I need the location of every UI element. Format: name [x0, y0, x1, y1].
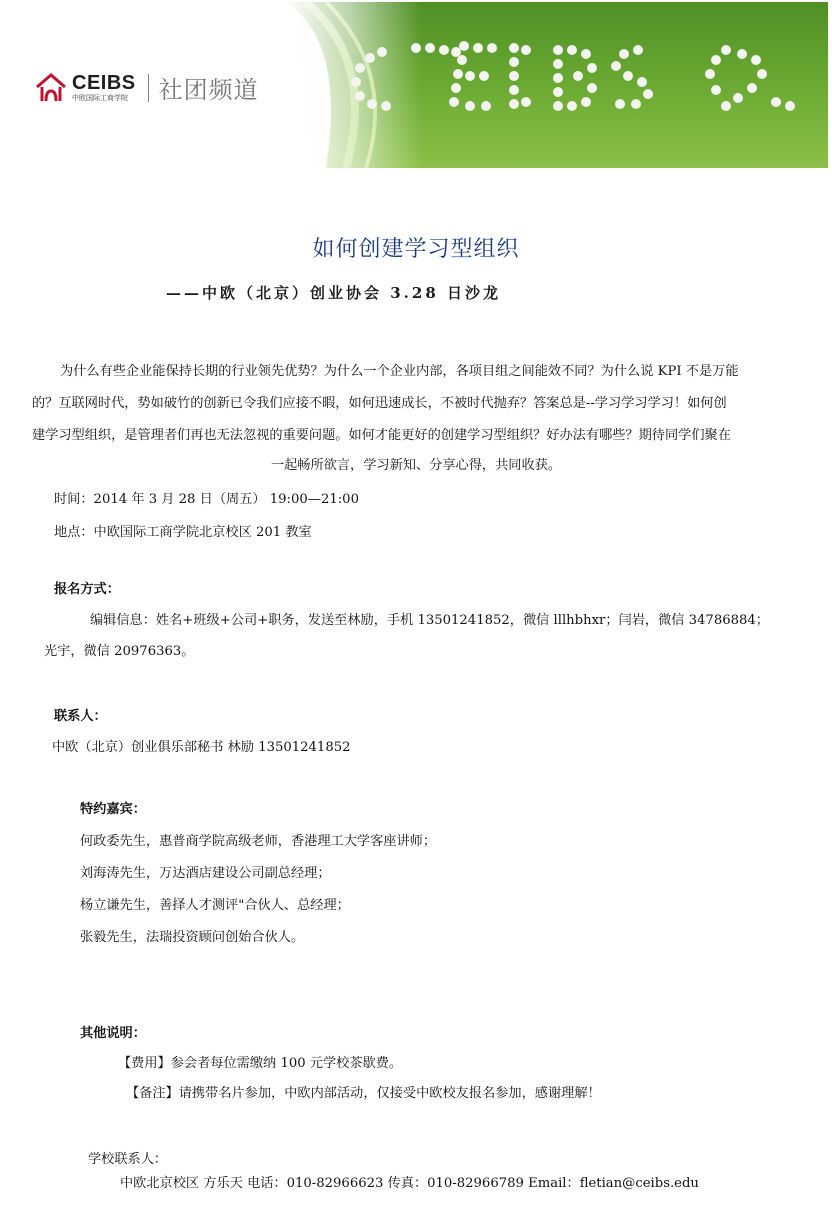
school-contact-line: 中欧北京校区 方乐天 电话：010-82966623 传真：010-82966789 Email：fletian@ceibs.edu: [120, 1176, 699, 1191]
banner-photo: [286, 2, 828, 168]
logo-divider: [148, 74, 149, 102]
channel-name: 社团频道: [158, 76, 259, 104]
guest-item: 何政委先生，惠普商学院高级老师，香港理工大学客座讲师；: [80, 834, 437, 849]
page-title: 如何创建学习型组织: [312, 237, 520, 262]
intro-line-1: 为什么有些企业能保持长期的行业领先优势？为什么一个企业内部，各项目组之间能效不同？为什么说 KPI 不是万能: [60, 364, 739, 379]
intro-line-4: 一起畅所欲言，学习新知、分享心得，共同收获。: [270, 458, 562, 473]
register-line-1: 编辑信息：姓名+班级+公司+职务，发送至林励，手机 13501241852，微信 lllhbhxr；闫岩，微信 34786884；: [90, 613, 769, 628]
page-subtitle: ——中欧（北京）创业协会 3.28 日沙龙: [166, 284, 501, 302]
register-heading: 报名方式：: [54, 582, 120, 597]
guest-item: 张毅先生，法瑞投资顾问创始合伙人。: [80, 930, 305, 945]
page-header: [0, 0, 832, 178]
guests-heading: 特约嘉宾：: [80, 802, 146, 817]
logo-subname: 中欧国际工商学院: [72, 94, 128, 102]
note-remark: 【备注】请携带名片参加，中欧内部活动，仅接受中欧校友报名参加，感谢理解！: [126, 1086, 601, 1101]
notes-heading: 其他说明：: [80, 1026, 146, 1041]
event-place: 地点：中欧国际工商学院北京校区 201 教室: [54, 525, 312, 540]
event-time: 时间：2014 年 3 月 28 日（周五） 19:00—21:00: [54, 492, 359, 507]
guest-item: 杨立谦先生，善择人才测评"合伙人、总经理；: [80, 898, 350, 913]
contact-heading: 联系人：: [54, 709, 107, 724]
logo-name: CEIBS: [72, 72, 136, 94]
guest-item: 刘海涛先生，万达酒店建设公司副总经理；: [80, 866, 331, 881]
logo-text: [72, 73, 136, 102]
register-line-2: 光宇，微信 20976363。: [44, 644, 195, 659]
note-fee: 【费用】参会者每位需缴纳 100 元学校茶歇费。: [118, 1056, 403, 1071]
ceibs-logo[interactable]: [34, 70, 259, 105]
ceibs-emblem-icon: [34, 71, 68, 105]
intro-line-3: 建学习型组织，是管理者们再也无法忽视的重要问题。如何才能更好的创建学习型组织？好办法有哪些？期待同学们聚在: [32, 428, 731, 443]
intro-line-2: 的？互联网时代，势如破竹的创新已令我们应接不暇，如何迅速成长，不被时代抛弃？答案总是--学习学习学习！如何创: [32, 396, 727, 411]
contact-line: 中欧（北京）创业俱乐部秘书 林励 13501241852: [52, 740, 351, 755]
school-contact-heading: 学校联系人：: [88, 1152, 168, 1167]
